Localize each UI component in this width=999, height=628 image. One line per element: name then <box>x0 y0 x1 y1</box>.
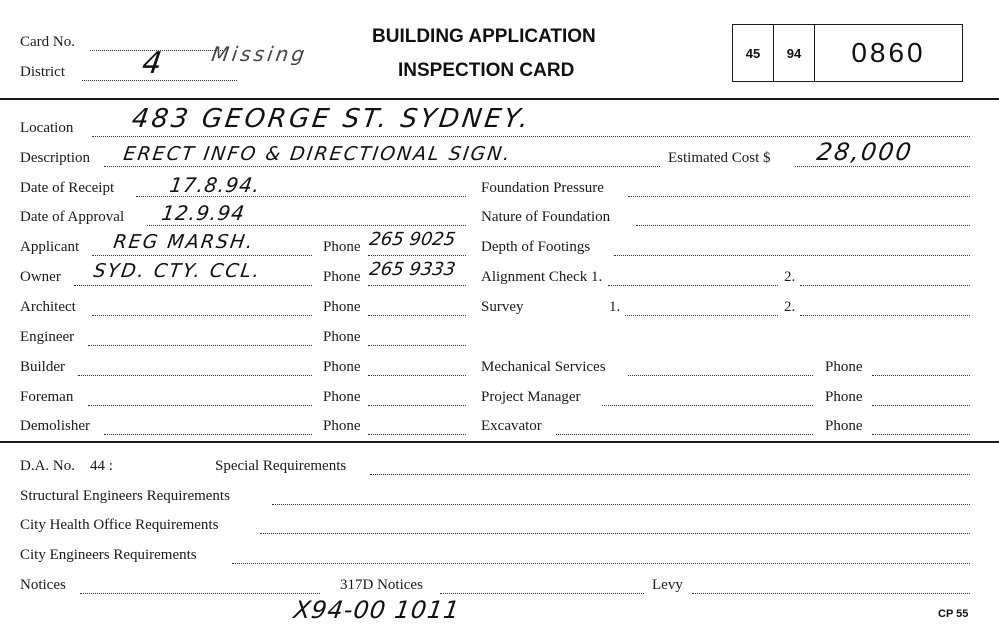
depth-of-footings-field <box>614 255 970 256</box>
ref-code-a: 45 <box>733 25 774 81</box>
title-line-2: INSPECTION CARD <box>398 60 575 81</box>
district-scribble: Missing <box>210 42 309 66</box>
date-of-approval-label: Date of Approval <box>20 209 125 225</box>
description-label: Description <box>20 150 90 166</box>
engineer-label: Engineer <box>20 329 75 345</box>
mechanical-services-label: Mechanical Services <box>481 359 606 375</box>
applicant-phone-label: Phone <box>323 239 361 255</box>
mechanical-services-phone-label: Phone <box>825 359 863 375</box>
levy-label: Levy <box>652 577 683 593</box>
location-value: 483 GEORGE ST. SYDNEY. <box>130 104 533 134</box>
mechanical-services-field <box>628 375 813 376</box>
special-requirements-field <box>370 474 970 475</box>
date-of-receipt-label: Date of Receipt <box>20 180 115 196</box>
city-engineers-field <box>232 563 970 564</box>
header-divider <box>0 98 999 100</box>
demolisher-phone-label: Phone <box>323 418 361 434</box>
notices-317d-field <box>440 593 644 594</box>
card-no-label: Card No. <box>20 34 75 50</box>
builder-field <box>78 375 312 376</box>
architect-field <box>92 315 312 316</box>
city-health-label: City Health Office Requirements <box>20 517 219 533</box>
survey-label: Survey <box>481 299 524 315</box>
district-value: 4 <box>140 46 166 81</box>
foundation-pressure-field <box>628 196 970 197</box>
builder-phone-field <box>368 375 466 376</box>
notices-field <box>80 593 320 594</box>
project-manager-field <box>602 405 813 406</box>
da-no-label: D.A. No. <box>20 458 75 474</box>
engineer-phone-label: Phone <box>323 329 361 345</box>
owner-label: Owner <box>20 269 61 285</box>
foundation-pressure-label: Foundation Pressure <box>481 180 604 196</box>
demolisher-phone-field <box>368 434 466 435</box>
alignment-check-1-field <box>608 285 778 286</box>
foreman-phone-field <box>368 405 466 406</box>
project-manager-phone-label: Phone <box>825 389 863 405</box>
section-divider <box>0 441 999 443</box>
project-manager-label: Project Manager <box>481 389 581 405</box>
district-label: District <box>20 64 65 80</box>
city-health-field <box>260 533 970 534</box>
foreman-phone-label: Phone <box>323 389 361 405</box>
applicant-value: REG MARSH. <box>112 231 257 253</box>
form-code: CP 55 <box>938 608 969 620</box>
demolisher-label: Demolisher <box>20 418 90 434</box>
ref-number: 0860 <box>851 37 926 68</box>
builder-label: Builder <box>20 359 65 375</box>
demolisher-field <box>104 434 312 435</box>
project-manager-phone-field <box>872 405 970 406</box>
engineer-phone-field <box>368 345 466 346</box>
owner-phone-field <box>368 285 466 286</box>
location-field <box>92 136 970 137</box>
applicant-label: Applicant <box>20 239 80 255</box>
estimated-cost-value: 28,000 <box>815 138 915 166</box>
alignment-check-2-field <box>800 285 970 286</box>
levy-field <box>692 593 970 594</box>
architect-label: Architect <box>20 299 76 315</box>
survey-1-label: 1. <box>609 299 621 315</box>
title-line-1: BUILDING APPLICATION <box>372 26 596 47</box>
architect-phone-label: Phone <box>323 299 361 315</box>
survey-2-label: 2. <box>784 299 796 315</box>
nature-of-foundation-field <box>636 225 970 226</box>
engineer-field <box>88 345 312 346</box>
alignment-check-label: Alignment Check 1. <box>481 269 603 285</box>
description-value: ERECT INFO & DIRECTIONAL SIGN. <box>122 143 514 165</box>
date-of-approval-field <box>147 225 466 226</box>
alignment-check-2-label: 2. <box>784 269 796 285</box>
foreman-field <box>88 405 312 406</box>
special-requirements-label: Special Requirements <box>215 458 347 474</box>
excavator-phone-field <box>872 434 970 435</box>
applicant-phone-value: 265 9025 <box>368 229 457 250</box>
da-no-value: 44 : <box>90 458 113 474</box>
nature-of-foundation-label: Nature of Foundation <box>481 209 611 225</box>
date-of-approval-value: 12.9.94 <box>160 201 247 225</box>
ref-code-b: 94 <box>774 25 815 81</box>
estimated-cost-label: Estimated Cost $ <box>668 150 771 166</box>
applicant-field <box>92 255 312 256</box>
location-label: Location <box>20 120 74 136</box>
description-field <box>104 166 660 167</box>
excavator-field <box>556 434 813 435</box>
survey-1-field <box>625 315 778 316</box>
owner-value: SYD. CTY. CCL. <box>92 260 263 282</box>
builder-phone-label: Phone <box>323 359 361 375</box>
mechanical-services-phone-field <box>872 375 970 376</box>
applicant-phone-field <box>368 255 466 256</box>
reference-box <box>732 24 963 82</box>
foreman-label: Foreman <box>20 389 74 405</box>
depth-of-footings-label: Depth of Footings <box>481 239 591 255</box>
structural-engineers-label: Structural Engineers Requirements <box>20 488 230 504</box>
notices-317d-label: 317D Notices <box>340 577 423 593</box>
owner-phone-value: 265 9333 <box>368 259 457 280</box>
survey-2-field <box>800 315 970 316</box>
excavator-label: Excavator <box>481 418 542 434</box>
structural-engineers-field <box>272 504 970 505</box>
notices-label: Notices <box>20 577 66 593</box>
architect-phone-field <box>368 315 466 316</box>
bottom-handwritten-reference: X94-00 1011 <box>292 596 462 624</box>
excavator-phone-label: Phone <box>825 418 863 434</box>
city-engineers-label: City Engineers Requirements <box>20 547 197 563</box>
owner-phone-label: Phone <box>323 269 361 285</box>
estimated-cost-field <box>795 166 970 167</box>
owner-field <box>74 285 312 286</box>
date-of-receipt-value: 17.8.94. <box>168 173 263 197</box>
